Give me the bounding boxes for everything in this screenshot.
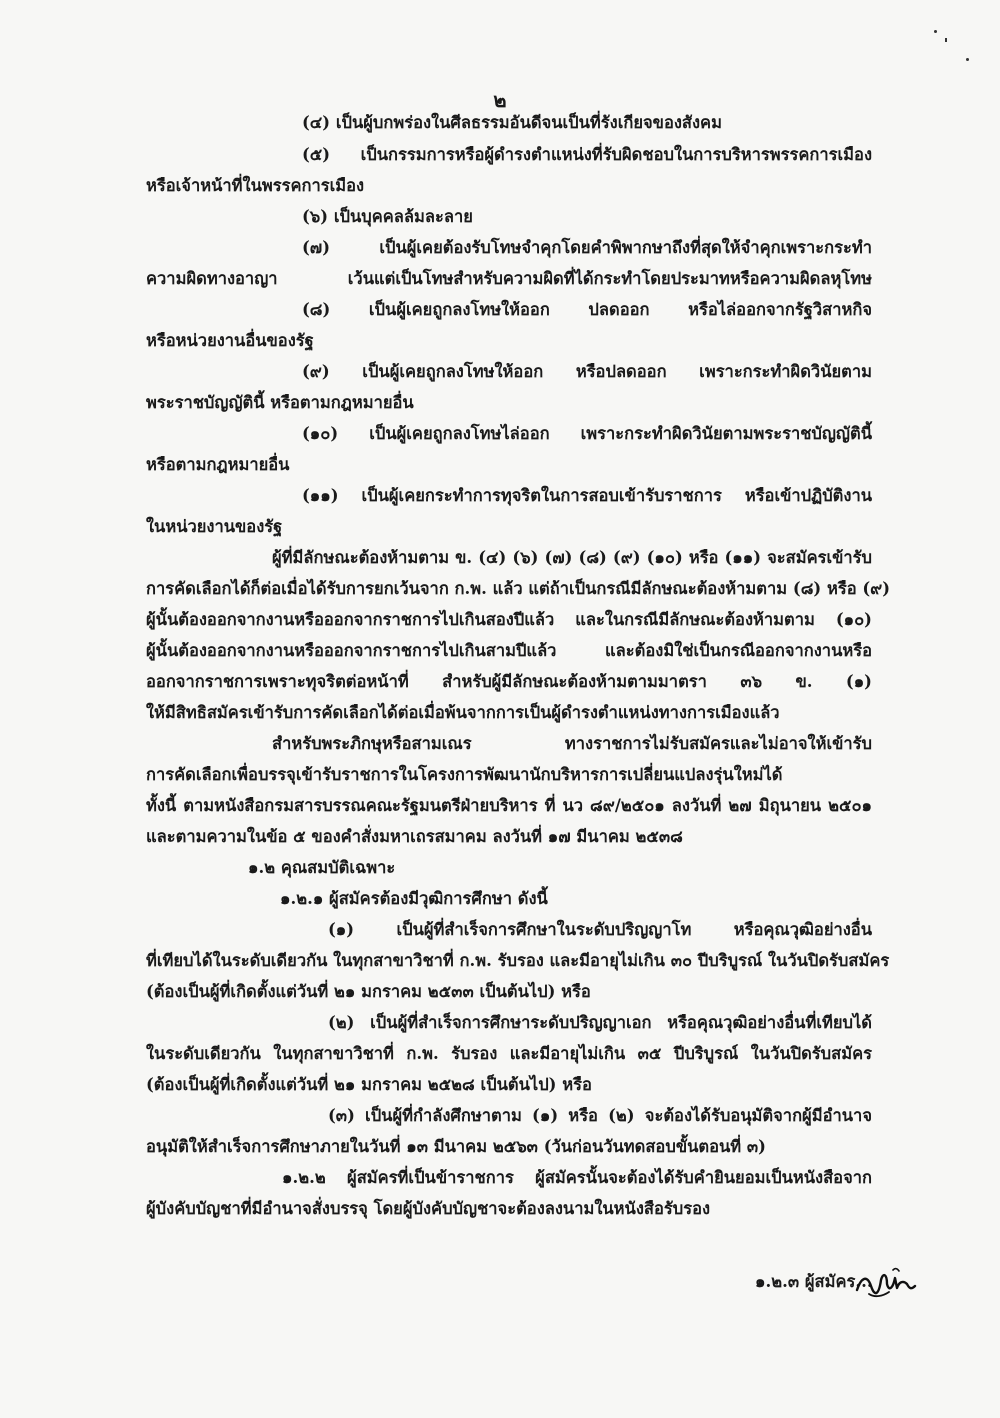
text-line: ที่เทียบได้ในระดับเดียวกัน ในทุกสาขาวิชาที่ ก.พ. รับรอง และมีอายุไม่เกิน ๓๐ ปีบริบูรณ์ ในวันปิดรับสมัคร [146, 951, 890, 970]
text-line: ผู้นั้นต้องออกจากงานหรือออกจากราชการไปเกินสองปีแล้ว และในกรณีมีลักษณะต้องห้ามตาม (๑๐) [146, 610, 872, 629]
text-line: พระราชบัญญัตินี้ หรือตามกฎหมายอื่น [146, 393, 414, 412]
text-line: ให้มีสิทธิสมัครเข้ารับการคัดเลือกได้ต่อเมื่อพ้นจากการเป็นผู้ดำรงตำแหน่งทางการเมืองแล้ว [146, 703, 780, 722]
text-line: (๑๑) เป็นผู้เคยกระทำการทุจริตในการสอบเข้ารับราชการ หรือเข้าปฏิบัติงาน [302, 486, 872, 505]
handwritten-initials [853, 1264, 917, 1300]
text-line: ทั้งนี้ ตามหนังสือกรมสารบรรณคณะรัฐมนตรีฝ่ายบริหาร ที่ นว ๘๙/๒๕๐๑ ลงวันที่ ๒๗ มิถุนายน ๒๕๐๑ [146, 796, 872, 815]
text-line: ๑.๒.๑ ผู้สมัครต้องมีวุฒิการศึกษา ดังนี้ [280, 889, 548, 908]
page-number: ๒ [493, 88, 507, 112]
text-line: (๙) เป็นผู้เคยถูกลงโทษให้ออก หรือปลดออก เพราะกระทำผิดวินัยตาม [302, 362, 872, 381]
text-line: (ต้องเป็นผู้ที่เกิดตั้งแต่วันที่ ๒๑ มกราคม ๒๕๒๘ เป็นต้นไป) หรือ [146, 1075, 592, 1094]
text-line: หรือหน่วยงานอื่นของรัฐ [146, 331, 314, 350]
section-heading: ๑.๒ คุณสมบัติเฉพาะ [248, 858, 396, 877]
text-line: (๘) เป็นผู้เคยถูกลงโทษให้ออก ปลดออก หรือไล่ออกจากรัฐวิสาหกิจ [302, 300, 872, 319]
text-line: หรือเจ้าหน้าที่ในพรรคการเมือง [146, 176, 365, 195]
text-line: (๓) เป็นผู้ที่กำลังศึกษาตาม (๑) หรือ (๒) จะต้องได้รับอนุมัติจากผู้มีอำนาจ [328, 1106, 872, 1125]
scan-speck [966, 58, 969, 61]
text-line: (๑๐) เป็นผู้เคยถูกลงโทษไล่ออก เพราะกระทำผิดวินัยตามพระราชบัญญัตินี้ [302, 424, 872, 443]
text-line: ผู้นั้นต้องออกจากงานหรือออกจากราชการไปเกินสามปีแล้ว และต้องมิใช่เป็นกรณีออกจากงานหรือ [146, 641, 872, 660]
text-line: สำหรับพระภิกษุหรือสามเณร ทางราชการไม่รับสมัครและไม่อาจให้เข้ารับ [272, 734, 872, 753]
text-line: ๑.๒.๒ ผู้สมัครที่เป็นข้าราชการ ผู้สมัครนั้นจะต้องได้รับคำยินยอมเป็นหนังสือจาก [282, 1168, 872, 1187]
text-line: (๕) เป็นกรรมการหรือผู้ดำรงตำแหน่งที่รับผิดชอบในการบริหารพรรคการเมือง [302, 145, 872, 164]
text-line: การคัดเลือกเพื่อบรรจุเข้ารับราชการในโครงการพัฒนานักบริหารการเปลี่ยนแปลงรุ่นใหม่ได้ [146, 765, 783, 784]
text-line: และตามความในข้อ ๕ ของคำสั่งมหาเถรสมาคม ลงวันที่ ๑๗ มีนาคม ๒๕๓๘ [146, 827, 683, 846]
text-line: (๖) เป็นบุคคลล้มละลาย [302, 207, 473, 226]
text-line: ผู้ที่มีลักษณะต้องห้ามตาม ข. (๔) (๖) (๗) (๘) (๙) (๑๐) หรือ (๑๑) จะสมัครเข้ารับ [272, 548, 872, 567]
text-line: ในระดับเดียวกัน ในทุกสาขาวิชาที่ ก.พ. รับรอง และมีอายุไม่เกิน ๓๕ ปีบริบูรณ์ ในวันปิดรับสมัคร [146, 1044, 872, 1063]
scan-speck [934, 30, 937, 33]
text-line: (๑) เป็นผู้ที่สำเร็จการศึกษาในระดับปริญญาโท หรือคุณวุฒิอย่างอื่น [328, 920, 872, 939]
text-line: (๒) เป็นผู้ที่สำเร็จการศึกษาระดับปริญญาเอก หรือคุณวุฒิอย่างอื่นที่เทียบได้ [328, 1013, 872, 1032]
text-line: ผู้บังคับบัญชาที่มีอำนาจสั่งบรรจุ โดยผู้บังคับบัญชาจะต้องลงนามในหนังสือรับรอง [146, 1199, 711, 1218]
text-line: การคัดเลือกได้ก็ต่อเมื่อได้รับการยกเว้นจาก ก.พ. แล้ว แต่ถ้าเป็นกรณีมีลักษณะต้องห้ามตาม (๘) หรือ (๙) [146, 579, 891, 598]
text-line: ความผิดทางอาญา เว้นแต่เป็นโทษสำหรับความผิดที่ได้กระทำโดยประมาทหรือความผิดลหุโทษ [146, 269, 872, 288]
text-line: (๗) เป็นผู้เคยต้องรับโทษจำคุกโดยคำพิพากษาถึงที่สุดให้จำคุกเพราะกระทำ [302, 238, 872, 257]
text-line: อนุมัติให้สำเร็จการศึกษาภายในวันที่ ๑๓ มีนาคม ๒๕๖๓ (วันก่อนวันทดสอบขั้นตอนที่ ๓) [146, 1137, 766, 1156]
next-page-reference: ๑.๒.๓ ผู้สมัคร... [755, 1272, 873, 1291]
text-line: (๔) เป็นผู้บกพร่องในศีลธรรมอันดีจนเป็นที่รังเกียจของสังคม [302, 113, 722, 132]
text-line: ในหน่วยงานของรัฐ [146, 517, 283, 536]
scan-speck [945, 38, 947, 42]
text-line: หรือตามกฎหมายอื่น [146, 455, 290, 474]
text-line: ออกจากราชการเพราะทุจริตต่อหน้าที่ สำหรับผู้มีลักษณะต้องห้ามตามมาตรา ๓๖ ข. (๑) [146, 672, 872, 691]
text-line: (ต้องเป็นผู้ที่เกิดตั้งแต่วันที่ ๒๑ มกราคม ๒๕๓๓ เป็นต้นไป) หรือ [146, 982, 591, 1001]
